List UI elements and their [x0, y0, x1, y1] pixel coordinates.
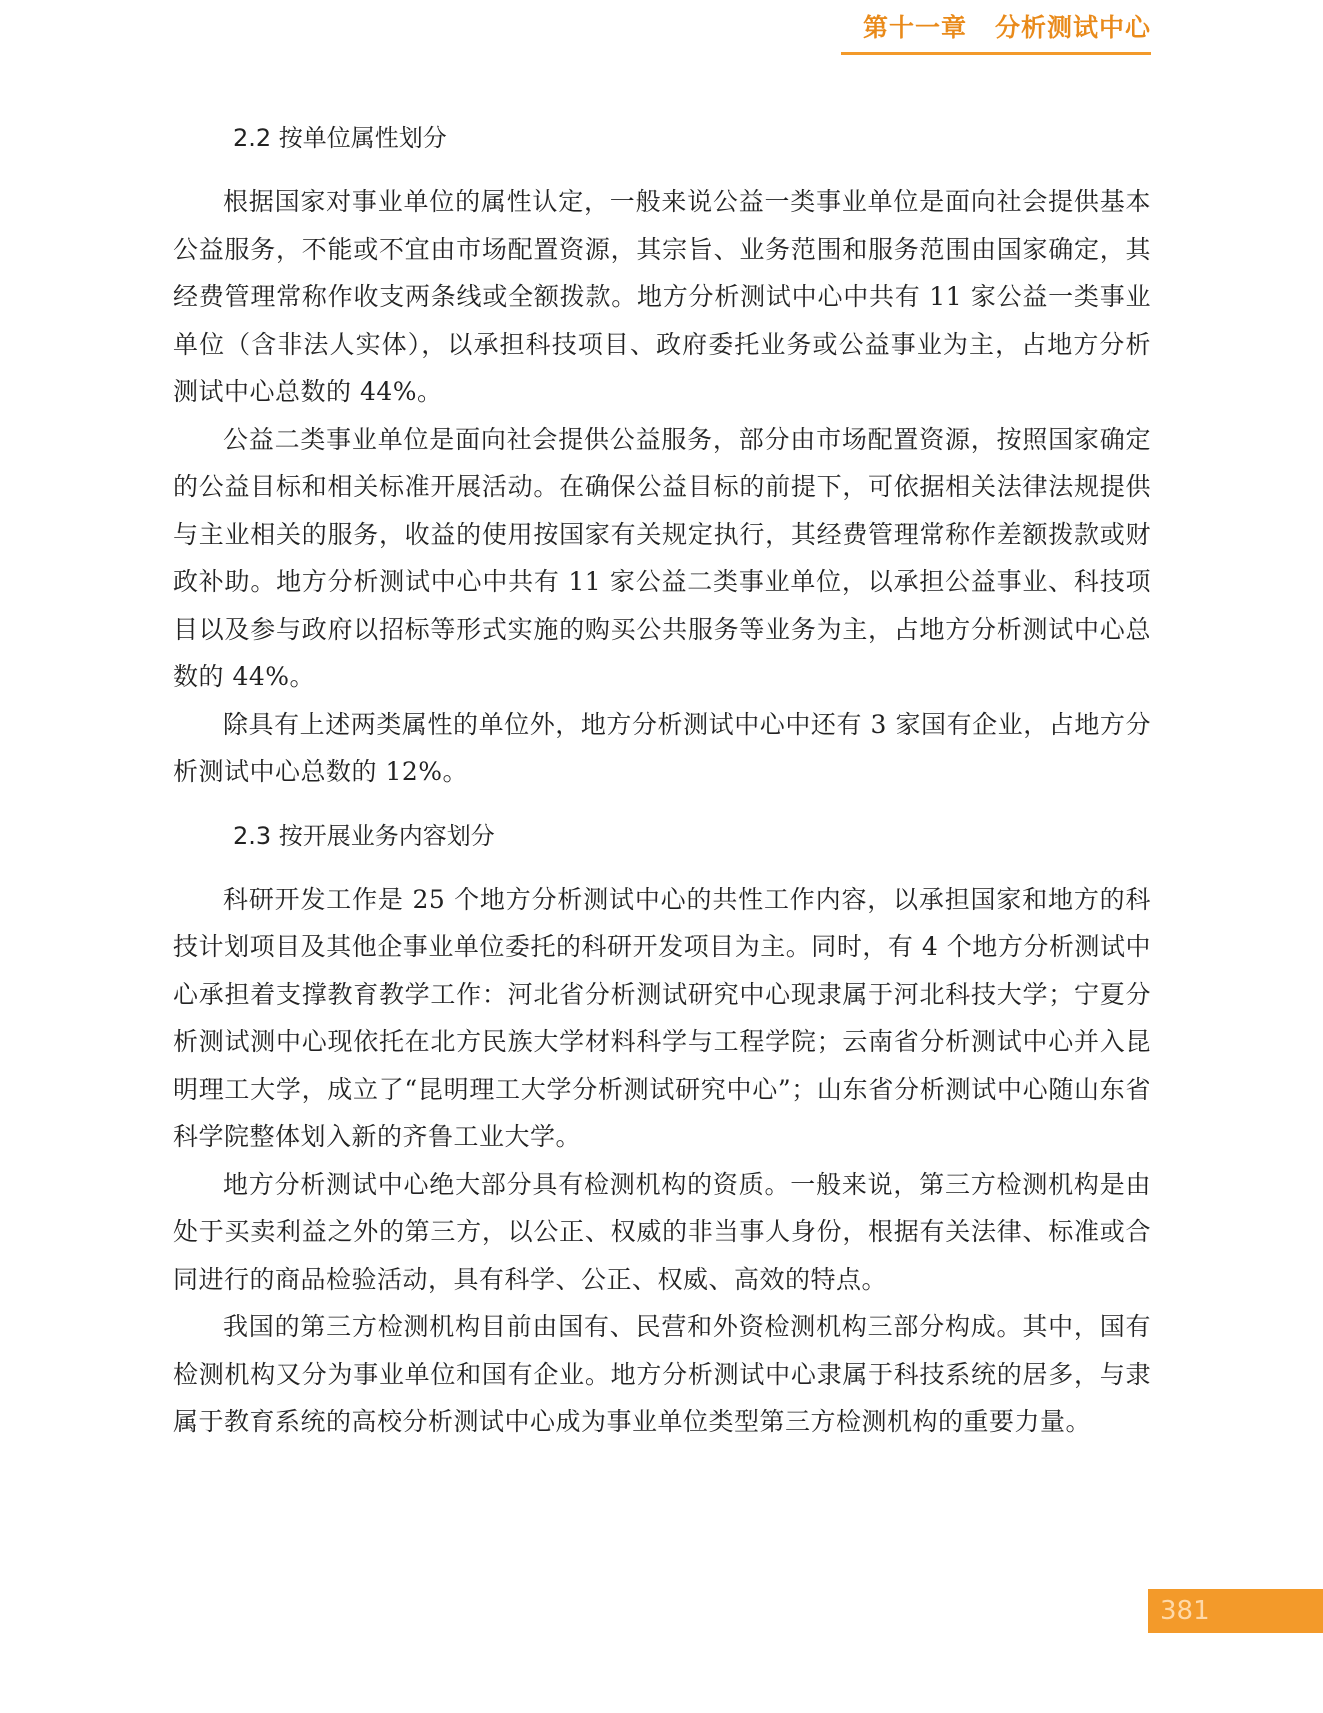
section-2-3	[173, 820, 1151, 1446]
section-heading: 2.2 按单位属性划分	[233, 124, 447, 152]
chapter-title	[841, 10, 1151, 46]
paragraph: 根据国家对事业单位的属性认定，一般来说公益一类事业单位是面向社会提供基本公益服务，不能或不宜由市场配置资源，其宗旨、业务范围和服务范围由国家确定，其经费管理常称作收支两条线或全额拨款。地方分析测试中心中共有 11 家公益一类事业单位（含非法人实体），以承担科技项目、政府委托业务或公益事业为主，占地方分析测试中心总数的 44%。	[173, 187, 1151, 406]
section-heading: 2.3 按开展业务内容划分	[233, 821, 495, 850]
page-number-tab	[1148, 1589, 1323, 1633]
paragraph: 公益二类事业单位是面向社会提供公益服务，部分由市场配置资源，按照国家确定的公益目标和相关标准开展活动。在确保公益目标的前提下，可依据相关法律法规提供与主业相关的服务，收益的使用按国家有关规定执行，其经费管理常称作差额拨款或财政补助。地方分析测试中心中共有 11 家公益二类事业单位，以承担公益事业、科技项目以及参与政府以招标等形式实施的购买公共服务等业务为主，占地方分析测试中心总数的 44%。	[173, 424, 1151, 691]
chapter-number: 第十一章	[862, 13, 967, 42]
paragraph: 科研开发工作是 25 个地方分析测试中心的共性工作内容，以承担国家和地方的科技计划项目及其他企事业单位委托的科研开发项目为主。同时，有 4 个地方分析测试中心承担着支撑教育教学工作：河北省分析测试研究中心现隶属于河北科技大学；宁夏分析测试测中心现依托在北方民族大学材料科学与工程学院；云南省分析测试中心并入昆明理工大学，成立了“昆明理工大学分析测试研究中心”；山东省分析测试中心随山东省科学院整体划入新的齐鲁工业大学。	[173, 884, 1151, 1151]
running-header	[841, 10, 1151, 55]
paragraph: 我国的第三方检测机构目前由国有、民营和外资检测机构三部分构成。其中，国有检测机构又分为事业单位和国有企业。地方分析测试中心隶属于科技系统的居多，与隶属于教育系统的高校分析测试中心成为事业单位类型第三方检测机构的重要力量。	[173, 1312, 1151, 1436]
page-body	[173, 118, 1151, 1446]
paragraph: 除具有上述两类属性的单位外，地方分析测试中心中还有 3 家国有企业，占地方分析测试中心总数的 12%。	[173, 709, 1151, 786]
paragraph: 地方分析测试中心绝大部分具有检测机构的资质。一般来说，第三方检测机构是由处于买卖利益之外的第三方，以公正、权威的非当事人身份，根据有关法律、标准或合同进行的商品检验活动，具有科学、公正、权威、高效的特点。	[173, 1169, 1151, 1294]
chapter-name: 分析测试中心	[994, 13, 1151, 42]
section-2-2	[173, 122, 1151, 796]
header-rule	[841, 52, 1151, 55]
page-number: 381	[1160, 1596, 1210, 1626]
